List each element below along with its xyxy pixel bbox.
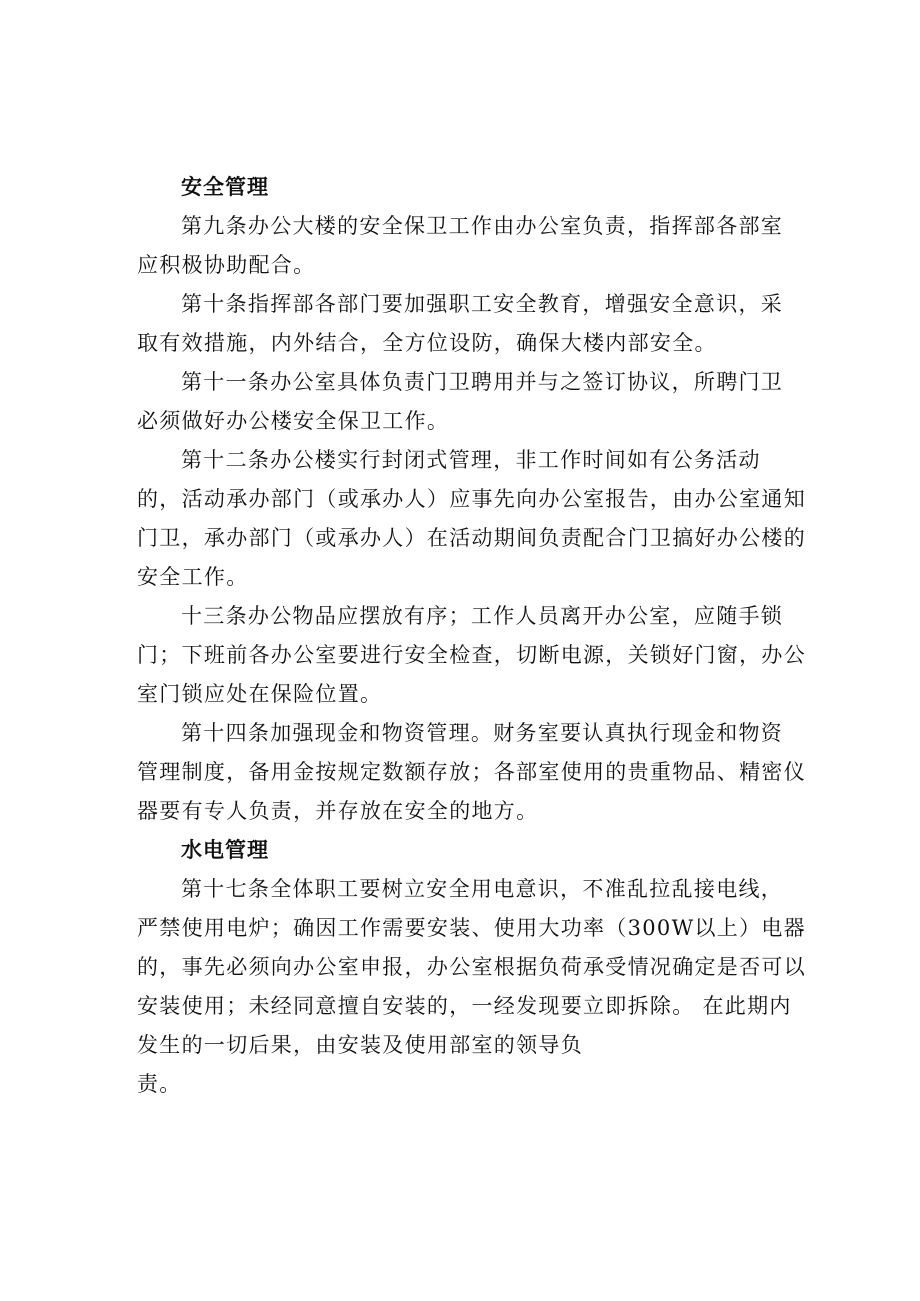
article-14-line-1: 第十四条加强现金和物资管理。财务室要认真执行现金和物资 — [181, 721, 784, 745]
document-body — [137, 168, 806, 1104]
article-14-line-3: 器要有专人负责，并存放在安全的地方。 — [137, 799, 539, 823]
article-11-line-1: 第十一条办公室具体负责门卫聘用并与之签订协议，所聘门卫 — [181, 370, 784, 394]
article-10-line-1: 第十条指挥部各部门要加强职工安全教育，增强安全意识，采 — [181, 292, 784, 316]
article-17-line-5: 发生的一切后果，由安装及使用部室的领导负 — [137, 1033, 583, 1057]
article-12-line-3: 门卫，承办部门（或承办人）在活动期间负责配合门卫搞好办公楼的 — [137, 526, 806, 550]
article-14-line-2: 管理制度，备用金按规定数额存放；各部室使用的贵重物品、精密仪 — [137, 760, 806, 784]
section-heading-security: 安全管理 — [181, 175, 269, 199]
article-13-line-2: 门；下班前各办公室要进行安全检查，切断电源，关锁好门窗，办公 — [137, 643, 806, 667]
article-13-line-1: 十三条办公物品应摆放有序；工作人员离开办公室，应随手锁 — [181, 604, 784, 628]
article-17-line-4: 安装使用；未经同意擅自安装的，一经发现要立即拆除。 在此期内 — [137, 994, 792, 1018]
article-12-line-4: 安全工作。 — [137, 565, 249, 589]
article-13-line-3: 室门锁应处在保险位置。 — [137, 682, 383, 706]
article-17-line-1: 第十七条全体职工要树立安全用电意识，不准乱拉乱接电线， — [181, 877, 784, 901]
article-12-line-2: 的，活动承办部门（或承办人）应事先向办公室报告，由办公室通知 — [137, 487, 806, 511]
article-11-line-2: 必须做好办公楼安全保卫工作。 — [137, 409, 450, 433]
article-10-line-2: 取有效措施，内外结合，全方位设防，确保大楼内部安全。 — [137, 331, 717, 355]
article-17-line-6: 责。 — [137, 1072, 182, 1096]
article-17-line-2: 严禁使用电炉；确因工作需要安装、使用大功率（300W以上）电器 — [137, 916, 806, 940]
article-9-line-1: 第九条办公大楼的安全保卫工作由办公室负责，指挥部各部室 — [181, 214, 784, 238]
article-17-line-3: 的，事先必须向办公室申报，办公室根据负荷承受情况确定是否可以 — [137, 955, 806, 979]
article-9-line-2: 应积极协助配合。 — [137, 253, 316, 277]
section-heading-utilities: 水电管理 — [181, 838, 269, 862]
article-12-line-1: 第十二条办公楼实行封闭式管理，非工作时间如有公务活动 — [181, 448, 761, 472]
